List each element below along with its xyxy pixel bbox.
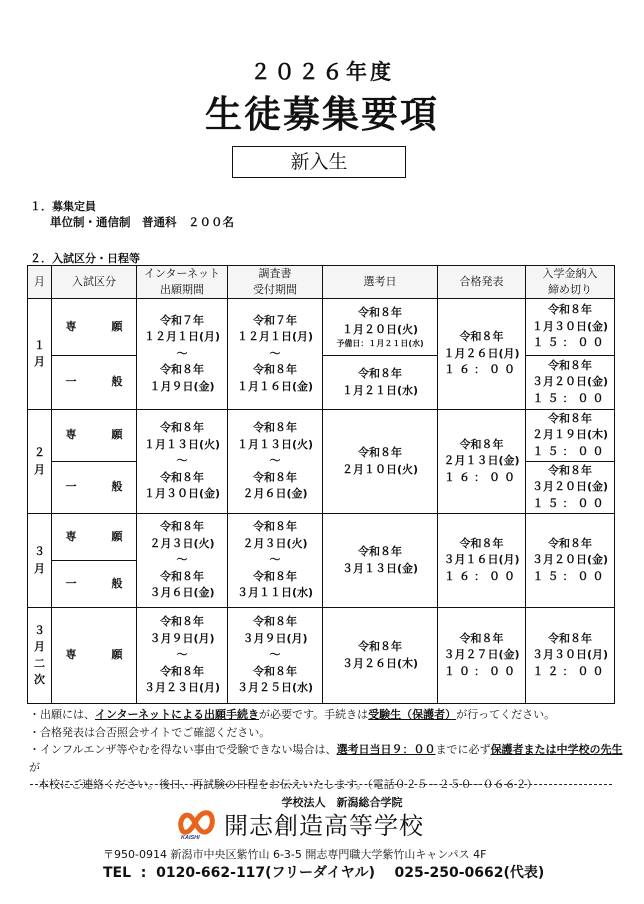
payment-cell: 令和８年 ２月１９日(木) １５：００: [526, 410, 615, 462]
note-application: ・出願には、インターネットによる出願手続きが必要です。手続きは受験生（保護者）が行ってください。: [29, 708, 556, 721]
schedule-table: [27, 265, 615, 704]
divider: [30, 784, 612, 785]
page-title: 生徒募集要項: [205, 93, 439, 136]
notes: [29, 706, 629, 794]
report-period-cell: 令和８年 ３月９日(月) ～ 令和８年 ３月２５日(水): [228, 608, 323, 704]
table-row: [28, 299, 615, 356]
svg-text:KAISHI: KAISHI: [181, 835, 200, 840]
header-internet-period: インターネット 出願期間: [137, 266, 228, 299]
payment-cell: 令和８年 ３月２０日(金) １５：００: [526, 462, 615, 514]
month-cell: ２ 月: [28, 410, 52, 514]
header-exam-type: 入試区分: [52, 266, 137, 299]
header-month: 月: [28, 266, 52, 299]
internet-period-cell: 令和８年 ２月３日(火) ～ 令和８年 ３月６日(金): [137, 514, 228, 608]
result-cell: 令和８年 １月２６日(月) １６：００: [438, 299, 526, 410]
report-period-cell: 令和７年 １２月１日(月) ～ 令和８年 １月１６日(金): [228, 299, 323, 410]
month-cell: ３ 月 二 次: [28, 608, 52, 704]
fiscal-year: ２０２６年度: [250, 60, 394, 84]
report-period-cell: 令和８年 １月１３日(火) ～ 令和８年 ２月６日(金): [228, 410, 323, 514]
result-cell: 令和８年 ２月１３日(金) １６：００: [438, 410, 526, 514]
exam-type-cell: 一 般: [52, 356, 137, 410]
month-cell: １ 月: [28, 299, 52, 410]
internet-period-cell: 令和８年 １月１３日(火) ～ 令和８年 １月３０日(金): [137, 410, 228, 514]
table-header-row: [28, 266, 615, 299]
payment-cell: 令和８年 １月３０日(金) １５：００: [526, 299, 615, 356]
exam-type-cell: 一 般: [52, 561, 137, 608]
exam-type-cell: 専 願: [52, 299, 137, 356]
exam-type-cell: 専 願: [52, 410, 137, 462]
target-label-box: 新入生: [232, 146, 406, 178]
header-exam-date: 選考日: [323, 266, 438, 299]
table-row: [28, 410, 615, 462]
section-heading-capacity: １．募集定員: [30, 200, 96, 213]
payment-cell: 令和８年 ３月２０日(金) １５：００: [526, 356, 615, 410]
month-cell: ３ 月: [28, 514, 52, 608]
note-absence-contact: 本校にご連絡ください。後日、再試験の日程をお伝えいたします。（電話０２５－２５０－０６６２）: [38, 778, 538, 791]
section-heading-schedule: ２．入試区分・日程等: [30, 252, 140, 265]
school-logo: [176, 806, 216, 840]
exam-type-cell: 一 般: [52, 462, 137, 514]
payment-cell: 令和８年 ３月３０日(月) １２：００: [526, 608, 615, 704]
result-cell: 令和８年 ３月２７日(金) １０：００: [438, 608, 526, 704]
exam-date-cell: 令和８年 ３月２６日(木): [323, 608, 438, 704]
capacity-text: 単位制・通信制 普通科 ２００名: [50, 215, 234, 229]
result-cell: 令和８年 ３月１６日(月) １６：００: [438, 514, 526, 608]
exam-date-cell: 令和８年 １月２０日(火) 予備日：１月２１日(水): [323, 299, 438, 356]
payment-cell: 令和８年 ３月２０日(金) １５：００: [526, 514, 615, 608]
address: 〒950-0914 新潟市中央区紫竹山 6-3-5 開志専門職大学紫竹山キャンパス 4F: [103, 848, 487, 861]
note-absence: ・インフルエンザ等やむを得ない事由で受験できない場合は、選考日当日９：００までに必ず保護者または中学校の先生が: [29, 743, 623, 774]
infinity-logo-icon: [176, 806, 216, 840]
telephone: TEL : 0120-662-117(フリーダイヤル) 025-250-0662(代表): [103, 865, 545, 881]
internet-period-cell: 令和７年 １２月１日(月) ～ 令和８年 １月９日(金): [137, 299, 228, 410]
exam-date-cell: 令和８年 ２月１０日(火): [323, 410, 438, 514]
table-row: [28, 608, 615, 704]
corporation-name: 学校法人 新潟総合学院: [281, 796, 403, 809]
internet-period-cell: 令和８年 ３月９日(月) ～ 令和８年 ３月２３日(月): [137, 608, 228, 704]
report-period-cell: 令和８年 ２月３日(火) ～ 令和８年 ３月１１日(水): [228, 514, 323, 608]
header-report-period: 調査書 受付期間: [228, 266, 323, 299]
backup-date-note: 予備日：１月２１日(水): [336, 339, 424, 348]
exam-date-cell: 令和８年 １月２１日(水): [323, 356, 438, 410]
note-result-site: ・合格発表は合否照会サイトでご確認ください。: [29, 725, 271, 739]
exam-type-cell: 専 願: [52, 514, 137, 561]
exam-type-cell: 専 願: [52, 608, 137, 704]
header-payment-deadline: 入学金納入 締め切り: [526, 266, 615, 299]
table-row: [28, 514, 615, 561]
exam-date-cell: 令和８年 ３月１３日(金): [323, 514, 438, 608]
header-result: 合格発表: [438, 266, 526, 299]
school-name: 開志創造高等学校: [224, 812, 424, 840]
